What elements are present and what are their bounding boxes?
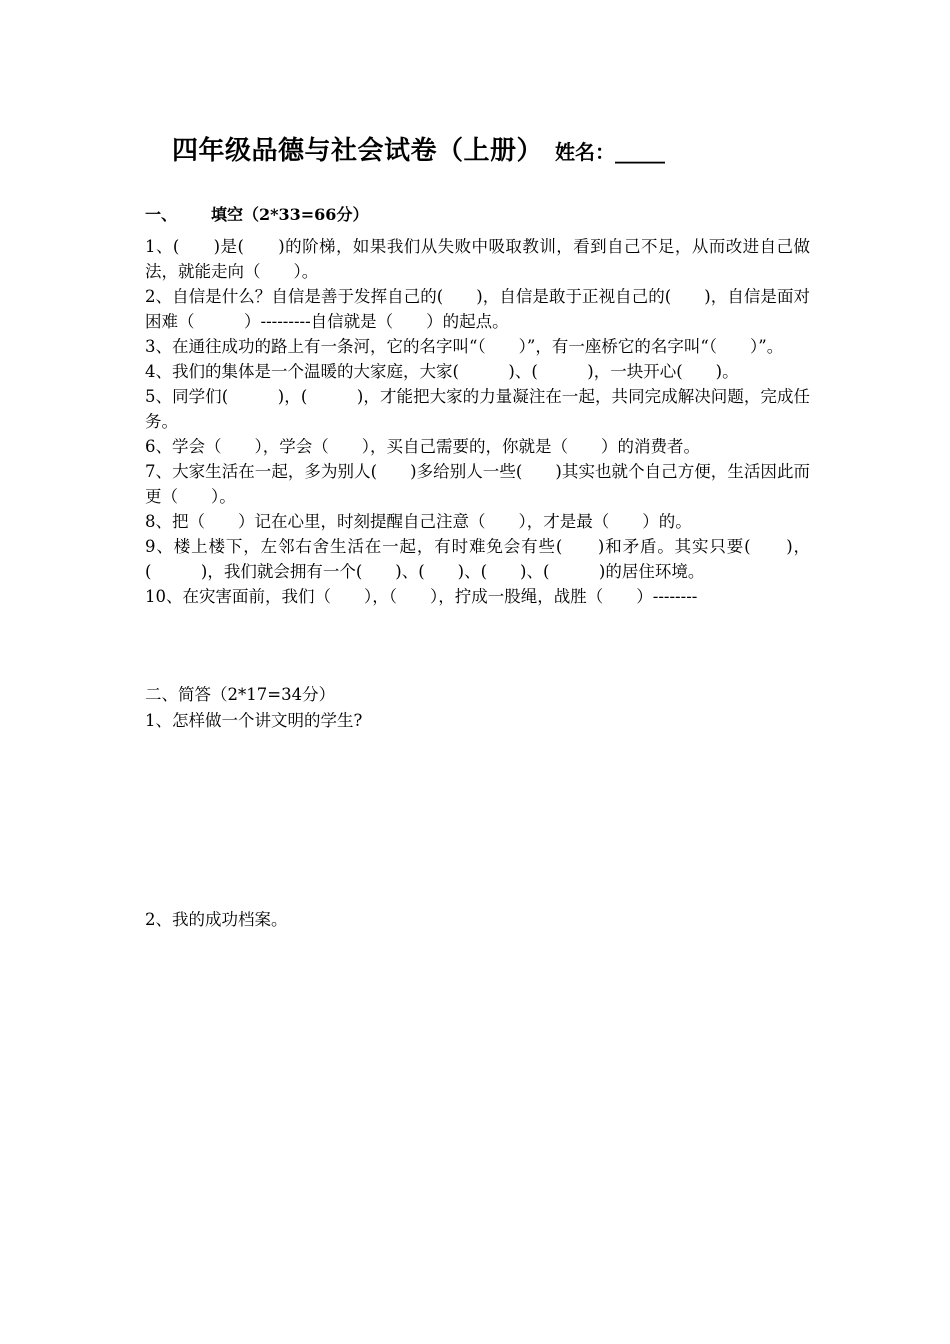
section-number: 一、 xyxy=(145,205,178,224)
section-short-answer-heading: 二、简答（2*17=34分） xyxy=(145,685,336,704)
question-item: 7、大家生活在一起，多为别人( )多给别人一些( )其实也就个自己方便，生活因此而更（ ）。 xyxy=(145,462,810,506)
fill-in-question-list xyxy=(145,234,810,609)
question-item: 2、自信是什么？自信是善于发挥自己的( )，自信是敢于正视自己的( )，自信是面对困难（ ）---------自信就是（ ）的起点。 xyxy=(145,287,810,331)
short-answer-item: 1、怎样做一个讲文明的学生? xyxy=(145,711,363,730)
short-answer-item: 2、我的成功档案。 xyxy=(145,910,288,929)
question-item: 1、( )是( )的阶梯，如果我们从失败中吸取教训，看到自己不足，从而改进自己做法，就能走向（ ）。 xyxy=(145,237,810,281)
question-item: 4、我们的集体是一个温暖的大家庭，大家( )、( )，一块开心( )。 xyxy=(145,362,739,381)
question-item: 3、在通往成功的路上有一条河，它的名字叫“（ ）”，有一座桥它的名字叫“（ ）”。 xyxy=(145,337,784,356)
exam-title: 四年级品德与社会试卷（上册） xyxy=(172,136,544,166)
question-item: 8、把（ ）记在心里，时刻提醒自己注意（ ），才是最（ ）的。 xyxy=(145,512,692,531)
question-item: 9、楼上楼下，左邻右舍生活在一起，有时难免会有些( )和矛盾。其实只要( )，( )，我们就会拥有一个( )、( )、( )、( )的居住环境。 xyxy=(145,537,810,581)
section-title: 填空（2*33=66分） xyxy=(211,205,369,224)
question-item: 6、学会（ ），学会（ ），买自己需要的，你就是（ ）的消费者。 xyxy=(145,437,700,456)
section-fill-in-heading xyxy=(145,202,368,225)
student-name-field: 姓名：_____ xyxy=(555,140,666,164)
question-item: 10、在灾害面前，我们（ ），（ ），拧成一股绳，战胜（ ）-------- xyxy=(145,587,698,606)
question-item: 5、同学们( )，( )，才能把大家的力量凝注在一起，共同完成解决问题，完成任务。 xyxy=(145,387,810,431)
exam-header xyxy=(172,130,665,167)
